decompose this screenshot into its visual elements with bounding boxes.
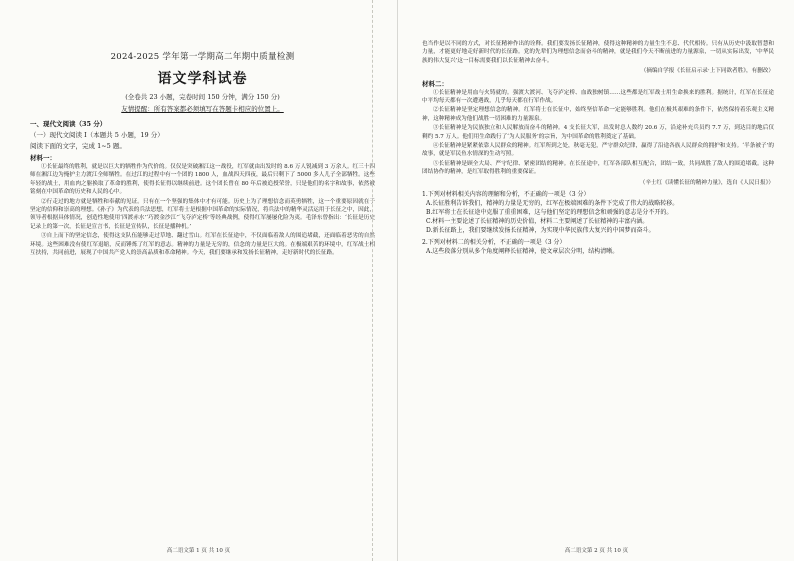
source-citation: （摘编自学报《长征启示录·上下同欲者胜》，有删改） [640, 68, 774, 75]
section-heading: 一、现代文阅读（35 分） [30, 120, 107, 128]
material-label: 材料一： [30, 154, 56, 162]
answer-option: C.材料一主要论述了长征精神的历史价值，材料二主要阐述了长征精神的丰富内涵。 [426, 218, 649, 226]
paragraph: ⑤长征精神是顾全大局、严守纪律、紧密团结的精神。在长征途中，红军各部队相互配合，团结一致，共同战胜了敌人的围追堵截。这种团结协作的精神，是红军取得胜利的重要保证。 [422, 160, 774, 176]
notice: 友情提醒：所有答案都必须填写在答题卡相应的位置上。 [121, 105, 284, 113]
left-column [30, 40, 375, 257]
source-citation: （辛士红《读懂长征的精神力量》，选自《人民日报》） [639, 179, 774, 186]
paragraph: ②长征精神是坚定理想信念的精神。红军将士在长征中，始终坚信革命一定能够胜利。他们在极其艰难的条件下，依然保持着乐观主义精神，这种精神成为他们战胜一切困难的力量源泉。 [422, 107, 774, 122]
exam-title: 2024-2025 学年第一学期高二年期中质量检测 [110, 52, 295, 62]
subsection-heading: （一）现代文阅读 I（本题共 5 小题，19 分） [30, 131, 164, 139]
paragraph: ①长征精神是用血与火铸就的。强渡大渡河、飞夺泸定桥、血战独树镇……这些都是红军战士用生命换来的胜利。据统计，红军在长征途中平均每天都有一次遭遇战，几乎每天都在行军作战。 [422, 89, 774, 105]
paragraph: ③长征精神是为民族独立和人民解放而奋斗的精神。4 支长征大军，出发时总人数约 20.6 万，沿途补充兵员约 7.7 万，到达目的地后仅剩约 5.7 万人。他们用生命践行了‘为人民服务’的宗旨，为中国革命的胜利奠定了基础。 [422, 125, 774, 140]
paragraph: ②行走过的地方就是牺牲和奉献的见证。只有在一个坚强的集体中才有可能。历史上为了理想信念而英勇牺牲，这一个重要原因就在于坚定的信仰和崇高的理想。《孙子》为代表的兵法思想，红军将士是根据中国革命的实际情况，将兵法中的精华灵活运用于长征之中，因此，领导者根据具体情况，创造性地使用‘四渡赤水’‘巧渡金沙江’‘飞夺泸定桥’等经典战例，使得红军屡屡化险为夷。毛泽东曾指出：‘长征是历史记录上的第一次，长征是宣言书，长征是宣传队，长征是播种机。’ [30, 198, 375, 230]
answer-option: B.红军将士在长征途中克服了重重困难，这与他们坚定的理想信念和顽强的意志是分不开的。 [426, 209, 673, 217]
right-page [397, 0, 794, 561]
question-stem: 1.下列对材料相关内容的理解和分析，不正确的一项是（3 分） [422, 191, 590, 199]
question-stem: 2.下列对材料二的相关分析，不正确的一项是（3 分） [422, 239, 566, 247]
binding-line [372, 0, 373, 561]
answer-option: A.这些段落分别从多个角度阐释长征精神，使文章层次分明，结构清晰。 [426, 248, 619, 256]
answer-option: D.新长征路上，我们要继续发扬长征精神，为实现中华民族伟大复兴的中国梦而奋斗。 [426, 227, 655, 235]
right-column [422, 40, 774, 256]
paragraph: ④长征精神是紧紧依靠人民群众的精神。红军所到之处，秋毫无犯，严守群众纪律，赢得了沿途各族人民群众的拥护和支持。‘半条被子’的故事，就是军民鱼水情深的生动写照。 [422, 143, 774, 158]
page-footer: 高二语文第 1 页 共 10 页 [166, 548, 231, 554]
paragraph-continued: 也当作是以不同的方式，对长征精神作出的诠释。我们要发扬长征精神，使得这种精神的力量生生不息、代代相传。只有从历史中汲取智慧和力量，才能更好地走好新时代的长征路。党的先辈们为理想信念而奋斗的精神，就是我们今天不断前进的力量源泉，一切从实际出发，‘中华民族的伟大复兴’这一目标需要我们以长征精神去奋斗。 [422, 41, 774, 64]
answer-option: A.长征胜利告诉我们，精神的力量是无穷的，红军在极端困难的条件下完成了伟大的战略转移。 [426, 200, 679, 208]
paragraph: ①长征最终的胜利，就是以巨大的牺牲作为代价的。仅仅是突破湘江这一战役，红军就由出发时的 8.6 万人锐减到 3 万余人。红三十四师在湘江边为掩护主力渡江全师牺牲。在过江的过程中有一个团的 1800 人，血战四天四夜，最后只剩下了 5000 多人儿子全部牺牲。这些年轻的战士，用血肉之躯换取了革命的胜利，使得长征得以继续前进。这个团长曾在 80 年后被追授荣誉，只是他们的名字和故事，依然被铭刻在中国革命的历史和人民的心中。 [30, 164, 375, 196]
instruction: 阅读下面的文字，完成 1~5 题。 [30, 142, 126, 150]
page-footer: 高二语文第 2 页 共 10 页 [564, 548, 629, 554]
paragraph: ③自上而下的坚定信念，使得这支队伍能够走过草地、翻过雪山。红军在长征途中，不仅面临着敌人的围追堵截，还面临着恶劣的自然环境。这些困难没有使红军退缩，反而锤炼了红军的意志。精神的力量是无穷的，信念的力量是巨大的。在极端艰苦的环境中，红军战士相互扶持，共同前进，展现了中国共产党人的崇高品质和革命精神。今天，我们要继承和发扬长征精神，走好新时代的长征路。 [30, 233, 375, 257]
material-label: 材料二： [422, 79, 448, 88]
exam-info: (全卷共 23 小题，完卷时间 150 分钟，满分 150 分) [125, 93, 280, 101]
subject-title: 语文学科试卷 [157, 71, 248, 87]
